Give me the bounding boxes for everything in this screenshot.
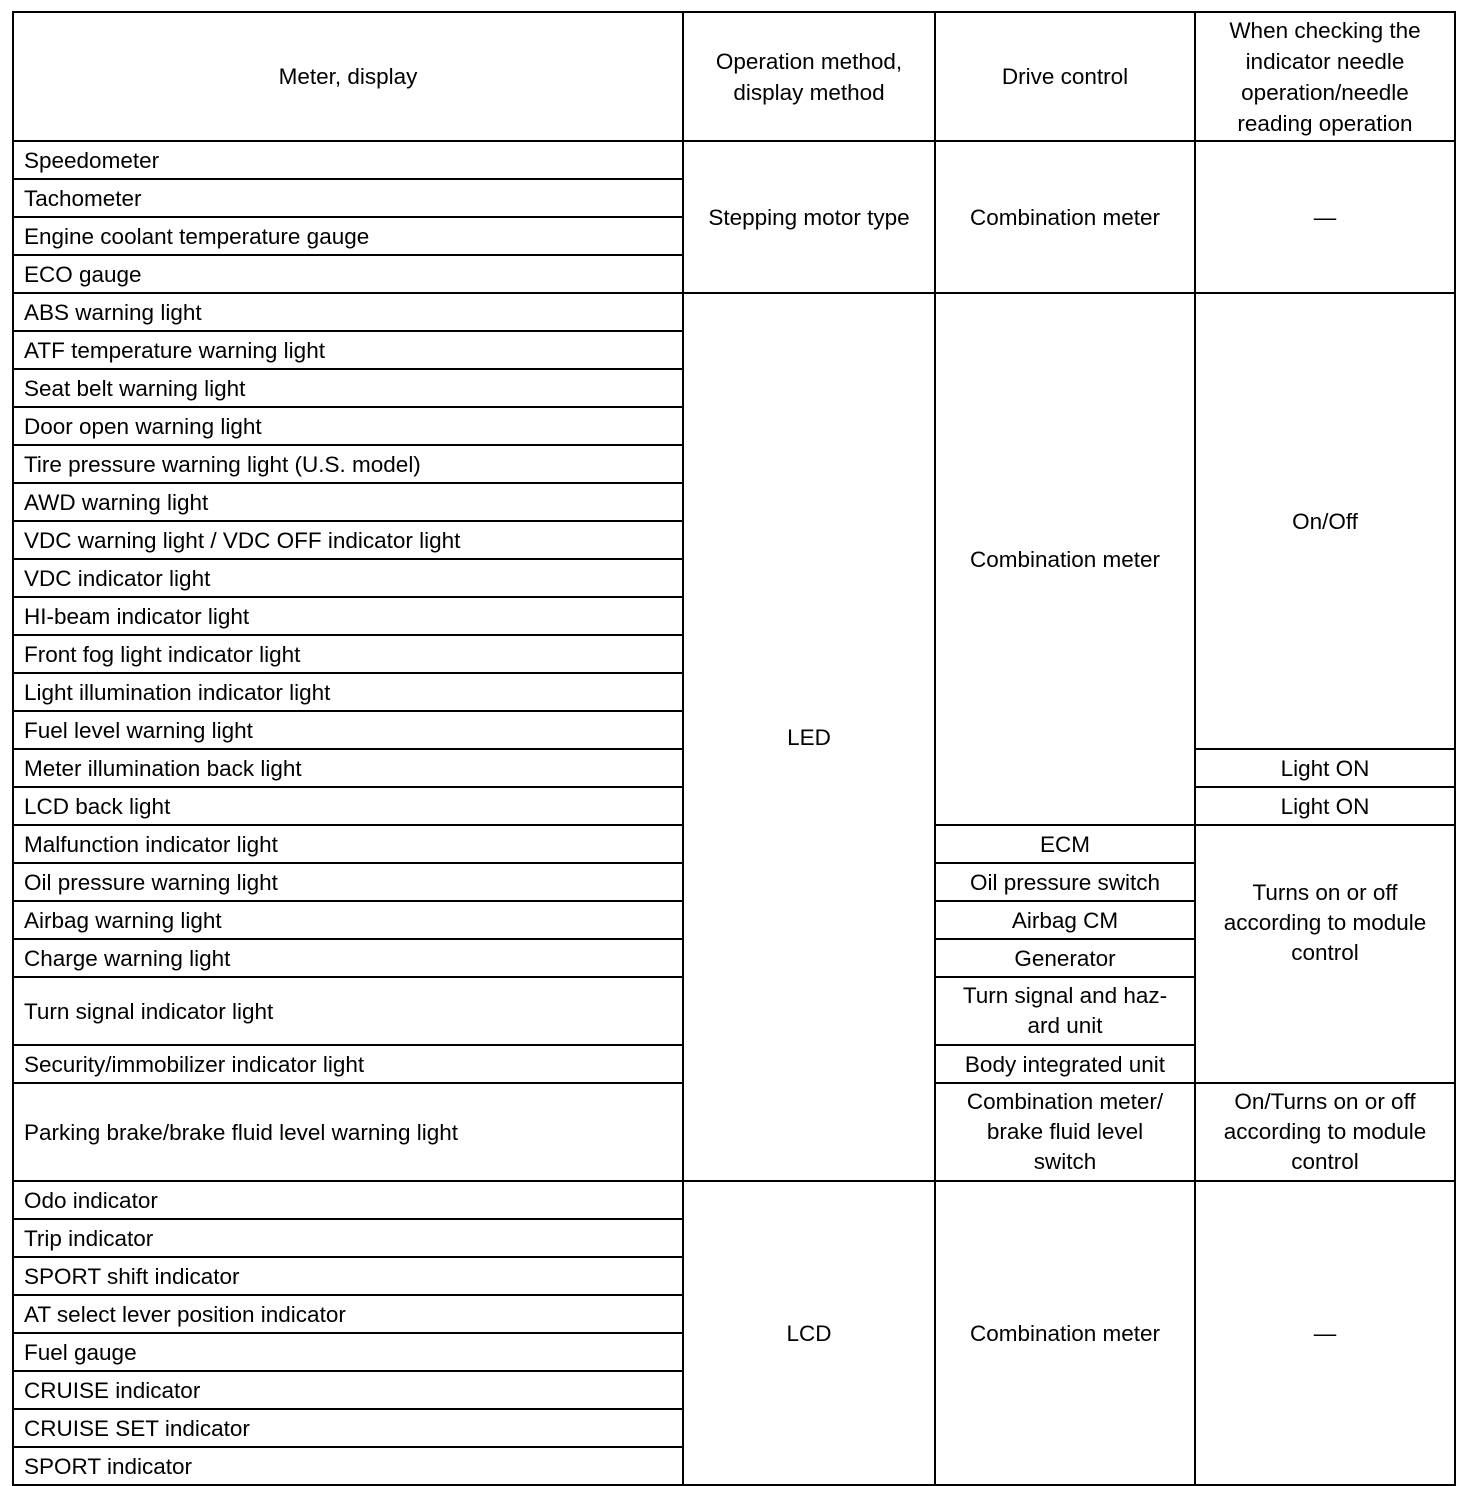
operation-led: LED	[683, 293, 935, 1181]
drive-parking-line: brake fluid level	[986, 1119, 1144, 1144]
drive-airbag-cm: Airbag CM	[935, 901, 1195, 939]
meter-name: Meter illumination back light	[13, 749, 683, 787]
table-row	[13, 1181, 1455, 1219]
header-operation-method: Operation method, display method	[683, 12, 935, 141]
drive-generator: Generator	[935, 939, 1195, 977]
checking-module-line: Turns on or off	[1252, 880, 1398, 905]
meter-name: Airbag warning light	[13, 901, 683, 939]
operation-stepping-motor: Stepping motor type	[683, 141, 935, 293]
drive-parking-line: switch	[1033, 1149, 1097, 1174]
meter-name: Tachometer	[13, 179, 683, 217]
meter-name: Parking brake/brake fluid level warning light	[13, 1083, 683, 1181]
meter-name: Tire pressure warning light (U.S. model)	[13, 445, 683, 483]
meter-name: Seat belt warning light	[13, 369, 683, 407]
drive-combination-meter-lcd: Combination meter	[935, 1181, 1195, 1485]
header-meter-display: Meter, display	[13, 12, 683, 141]
meter-name: Security/immobilizer indicator light	[13, 1045, 683, 1083]
drive-turn-signal-hazard-unit	[935, 977, 1195, 1045]
meter-name: Turn signal indicator light	[13, 977, 683, 1045]
meter-name: HI-beam indicator light	[13, 597, 683, 635]
meter-name: Odo indicator	[13, 1181, 683, 1219]
checking-module-line: according to module	[1223, 910, 1427, 935]
meter-name: Malfunction indicator light	[13, 825, 683, 863]
checking-module-control	[1195, 825, 1455, 1083]
meter-name: Speedometer	[13, 141, 683, 179]
meter-name: Fuel gauge	[13, 1333, 683, 1371]
meter-name: Front fog light indicator light	[13, 635, 683, 673]
meter-display-table	[12, 11, 1456, 1486]
checking-parking-line: control	[1291, 1149, 1359, 1174]
meter-name: Door open warning light	[13, 407, 683, 445]
meter-name: Engine coolant temperature gauge	[13, 217, 683, 255]
drive-turn-line: ard unit	[1027, 1013, 1103, 1038]
checking-parking-line: according to module	[1223, 1119, 1427, 1144]
meter-name: Oil pressure warning light	[13, 863, 683, 901]
table-row	[13, 293, 1455, 331]
drive-body-integrated-unit: Body integrated unit	[935, 1045, 1195, 1083]
meter-name: CRUISE indicator	[13, 1371, 683, 1409]
drive-oil-pressure-switch: Oil pressure switch	[935, 863, 1195, 901]
meter-name: ECO gauge	[13, 255, 683, 293]
meter-name: CRUISE SET indicator	[13, 1409, 683, 1447]
drive-turn-line: Turn signal and haz-	[962, 983, 1168, 1008]
meter-name: LCD back light	[13, 787, 683, 825]
checking-lcd-dash: —	[1195, 1181, 1455, 1485]
meter-name: Trip indicator	[13, 1219, 683, 1257]
header-row	[13, 12, 1455, 141]
meter-name: AWD warning light	[13, 483, 683, 521]
checking-gauges-dash: —	[1195, 141, 1455, 293]
header-checking-operation: When checking the indicator needle operation/needle reading operation	[1195, 12, 1455, 141]
drive-ecm: ECM	[935, 825, 1195, 863]
meter-name: VDC indicator light	[13, 559, 683, 597]
drive-combination-meter-brake-switch	[935, 1083, 1195, 1181]
drive-combination-meter-gauges: Combination meter	[935, 141, 1195, 293]
meter-name: Light illumination indicator light	[13, 673, 683, 711]
meter-name: ABS warning light	[13, 293, 683, 331]
checking-parking-module-control	[1195, 1083, 1455, 1181]
meter-name: SPORT indicator	[13, 1447, 683, 1485]
checking-parking-line: On/Turns on or off	[1234, 1089, 1416, 1114]
meter-name: VDC warning light / VDC OFF indicator light	[13, 521, 683, 559]
drive-parking-line: Combination meter/	[966, 1089, 1164, 1114]
operation-lcd: LCD	[683, 1181, 935, 1485]
meter-name: Charge warning light	[13, 939, 683, 977]
drive-combination-meter-lights: Combination meter	[935, 293, 1195, 825]
meter-name: ATF temperature warning light	[13, 331, 683, 369]
table-row	[13, 141, 1455, 179]
meter-name: Fuel level warning light	[13, 711, 683, 749]
header-drive-control: Drive control	[935, 12, 1195, 141]
meter-name: SPORT shift indicator	[13, 1257, 683, 1295]
meter-name: AT select lever position indicator	[13, 1295, 683, 1333]
checking-lcd-back-light: Light ON	[1195, 787, 1455, 825]
checking-module-line: control	[1291, 940, 1359, 965]
checking-meter-back-light: Light ON	[1195, 749, 1455, 787]
checking-on-off: On/Off	[1195, 293, 1455, 749]
